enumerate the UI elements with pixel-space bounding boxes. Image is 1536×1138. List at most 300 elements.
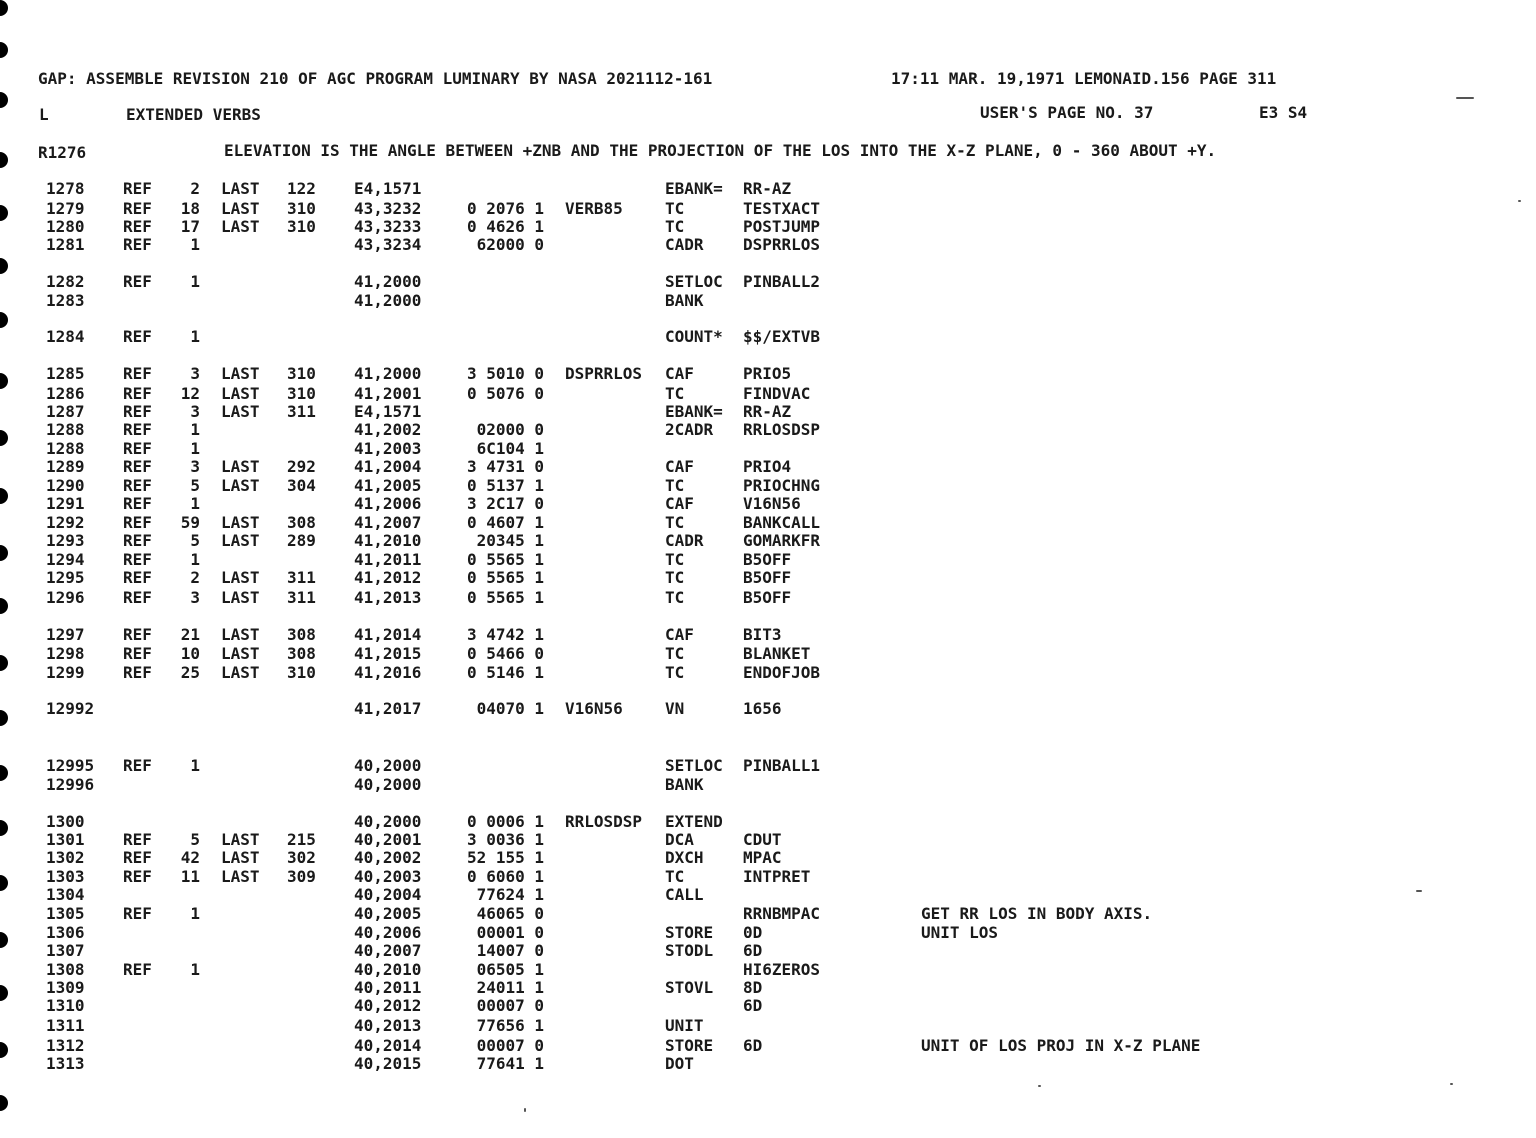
opcode: DOT bbox=[665, 1054, 694, 1073]
object-code: 3 2C17 0 bbox=[466, 494, 544, 513]
speck bbox=[1518, 200, 1521, 202]
last-marker: LAST bbox=[221, 513, 260, 532]
ref-count: 1 bbox=[190, 420, 200, 439]
operand: 6D bbox=[743, 1036, 763, 1055]
ref-count: 1 bbox=[190, 904, 200, 923]
object-code: 3 0036 1 bbox=[466, 830, 544, 849]
operand: PRIO5 bbox=[743, 364, 792, 383]
speck bbox=[1416, 890, 1422, 892]
opcode: CAF bbox=[665, 457, 694, 476]
object-code: 3 4742 1 bbox=[466, 625, 544, 644]
ref-marker: REF bbox=[123, 457, 152, 476]
last-page: 122 bbox=[287, 179, 316, 198]
ref-count: 3 bbox=[190, 457, 200, 476]
comment: UNIT LOS bbox=[921, 923, 999, 942]
address: 41,2000 bbox=[354, 364, 422, 383]
opcode: DCA bbox=[665, 830, 694, 849]
line-number: 1300 bbox=[46, 812, 85, 831]
line-number: 1312 bbox=[46, 1036, 85, 1055]
line-number: 1284 bbox=[46, 327, 85, 346]
address: 40,2013 bbox=[354, 1016, 422, 1035]
line-number: 1307 bbox=[46, 941, 85, 960]
address: E4,1571 bbox=[354, 179, 422, 198]
ref-count: 17 bbox=[180, 217, 200, 236]
ref-count: 2 bbox=[190, 568, 200, 587]
opcode: DXCH bbox=[665, 848, 704, 867]
address: 40,2001 bbox=[354, 830, 422, 849]
feed-hole bbox=[0, 488, 8, 504]
object-code: 3 5010 0 bbox=[466, 364, 544, 383]
opcode: STORE bbox=[665, 923, 714, 942]
opcode: CAF bbox=[665, 625, 694, 644]
opcode: TC bbox=[665, 513, 685, 532]
ref-count: 5 bbox=[190, 531, 200, 550]
feed-hole bbox=[0, 545, 8, 561]
ref-marker: REF bbox=[123, 384, 152, 403]
opcode: EXTEND bbox=[665, 812, 723, 831]
object-code: 3 4731 0 bbox=[466, 457, 544, 476]
operand: 8D bbox=[743, 978, 763, 997]
feed-hole bbox=[0, 430, 8, 446]
operand: RR-AZ bbox=[743, 402, 792, 421]
object-code: 06505 1 bbox=[476, 960, 544, 979]
section-code: L bbox=[39, 105, 49, 124]
section-title: EXTENDED VERBS bbox=[126, 105, 261, 124]
line-number: 1278 bbox=[46, 179, 85, 198]
opcode: TC bbox=[665, 384, 685, 403]
operand: B5OFF bbox=[743, 550, 792, 569]
ref-marker: REF bbox=[123, 531, 152, 550]
ref-marker: REF bbox=[123, 217, 152, 236]
address: 40,2004 bbox=[354, 885, 422, 904]
opcode: UNIT bbox=[665, 1016, 704, 1035]
last-marker: LAST bbox=[221, 663, 260, 682]
operand: PRIO4 bbox=[743, 457, 792, 476]
ref-marker: REF bbox=[123, 756, 152, 775]
operand: HI6ZEROS bbox=[743, 960, 821, 979]
feed-hole bbox=[0, 820, 8, 836]
opcode: STOVL bbox=[665, 978, 714, 997]
address: 40,2000 bbox=[354, 775, 422, 794]
last-marker: LAST bbox=[221, 179, 260, 198]
line-number: 1302 bbox=[46, 848, 85, 867]
feed-hole bbox=[0, 932, 8, 948]
object-code: 77641 1 bbox=[476, 1054, 544, 1073]
address: 41,2006 bbox=[354, 494, 422, 513]
operand: V16N56 bbox=[743, 494, 801, 513]
ref-marker: REF bbox=[123, 513, 152, 532]
last-page: 308 bbox=[287, 644, 316, 663]
opcode: TC bbox=[665, 588, 685, 607]
ref-marker: REF bbox=[123, 179, 152, 198]
line-number: 1280 bbox=[46, 217, 85, 236]
ref-marker: REF bbox=[123, 494, 152, 513]
object-code: 0 0006 1 bbox=[466, 812, 544, 831]
ref-marker: REF bbox=[123, 235, 152, 254]
opcode: SETLOC bbox=[665, 272, 723, 291]
feed-hole bbox=[0, 1095, 8, 1111]
address: 43,3233 bbox=[354, 217, 422, 236]
opcode: COUNT* bbox=[665, 327, 723, 346]
object-code: 00007 0 bbox=[476, 1036, 544, 1055]
line-number: 12992 bbox=[46, 699, 95, 718]
ref-marker: REF bbox=[123, 830, 152, 849]
object-code: 46065 0 bbox=[476, 904, 544, 923]
address: 41,2005 bbox=[354, 476, 422, 495]
address: 40,2003 bbox=[354, 867, 422, 886]
feed-hole bbox=[0, 312, 8, 328]
last-marker: LAST bbox=[221, 588, 260, 607]
ref-marker: REF bbox=[123, 439, 152, 458]
line-number: 12996 bbox=[46, 775, 95, 794]
operand: PRIOCHNG bbox=[743, 476, 821, 495]
last-page: 311 bbox=[287, 588, 316, 607]
line-number: 1311 bbox=[46, 1016, 85, 1035]
address: 41,2013 bbox=[354, 588, 422, 607]
object-code: 20345 1 bbox=[476, 531, 544, 550]
last-page: 215 bbox=[287, 830, 316, 849]
opcode: TC bbox=[665, 476, 685, 495]
line-number: 12995 bbox=[46, 756, 95, 775]
line-number: 1299 bbox=[46, 663, 85, 682]
address: 41,2010 bbox=[354, 531, 422, 550]
remark-text: ELEVATION IS THE ANGLE BETWEEN +ZNB AND THE PROJECTION OF THE LOS INTO THE X-Z PLANE, 0 - 360 ABOUT +Y. bbox=[224, 141, 1217, 160]
opcode: VN bbox=[665, 699, 685, 718]
feed-hole bbox=[0, 875, 8, 891]
ref-marker: REF bbox=[123, 327, 152, 346]
opcode: TC bbox=[665, 663, 685, 682]
object-code: 0 2076 1 bbox=[466, 199, 544, 218]
opcode: CADR bbox=[665, 235, 704, 254]
operand: $$/EXTVB bbox=[743, 327, 821, 346]
ref-count: 21 bbox=[180, 625, 200, 644]
last-marker: LAST bbox=[221, 384, 260, 403]
line-number: 1288 bbox=[46, 439, 85, 458]
line-number: 1309 bbox=[46, 978, 85, 997]
feed-hole bbox=[0, 42, 8, 58]
last-marker: LAST bbox=[221, 402, 260, 421]
address: 41,2012 bbox=[354, 568, 422, 587]
opcode: STORE bbox=[665, 1036, 714, 1055]
address: 43,3232 bbox=[354, 199, 422, 218]
opcode: BANK bbox=[665, 291, 704, 310]
object-code: 0 5466 0 bbox=[466, 644, 544, 663]
operand: RRNBMPAC bbox=[743, 904, 821, 923]
address: 41,2003 bbox=[354, 439, 422, 458]
opcode: BANK bbox=[665, 775, 704, 794]
last-page: 310 bbox=[287, 199, 316, 218]
address: 40,2014 bbox=[354, 1036, 422, 1055]
header-timestamp: 17:11 MAR. 19,1971 LEMONAID.156 PAGE 311 bbox=[891, 69, 1277, 88]
line-number: 1282 bbox=[46, 272, 85, 291]
operand: RR-AZ bbox=[743, 179, 792, 198]
line-number: 1303 bbox=[46, 867, 85, 886]
feed-hole bbox=[0, 1042, 8, 1058]
line-number: 1301 bbox=[46, 830, 85, 849]
ref-count: 42 bbox=[180, 848, 200, 867]
line-number: 1279 bbox=[46, 199, 85, 218]
ref-count: 1 bbox=[190, 439, 200, 458]
feed-hole bbox=[0, 765, 8, 781]
opcode: CAF bbox=[665, 494, 694, 513]
ref-count: 1 bbox=[190, 494, 200, 513]
ref-marker: REF bbox=[123, 663, 152, 682]
opcode: TC bbox=[665, 199, 685, 218]
address: 40,2002 bbox=[354, 848, 422, 867]
feed-hole bbox=[0, 373, 8, 389]
ref-count: 3 bbox=[190, 364, 200, 383]
object-code: 02000 0 bbox=[476, 420, 544, 439]
feed-hole bbox=[0, 205, 8, 221]
last-page: 289 bbox=[287, 531, 316, 550]
ref-count: 1 bbox=[190, 960, 200, 979]
ref-marker: REF bbox=[123, 960, 152, 979]
line-number: 1313 bbox=[46, 1054, 85, 1073]
object-code: 0 5565 1 bbox=[466, 588, 544, 607]
line-number: 1289 bbox=[46, 457, 85, 476]
object-code: 0 5076 0 bbox=[466, 384, 544, 403]
line-number: 1290 bbox=[46, 476, 85, 495]
object-code: 04070 1 bbox=[476, 699, 544, 718]
ref-count: 12 bbox=[180, 384, 200, 403]
operand: ENDOFJOB bbox=[743, 663, 821, 682]
address: 40,2012 bbox=[354, 996, 422, 1015]
address: 41,2002 bbox=[354, 420, 422, 439]
operand: BIT3 bbox=[743, 625, 782, 644]
speck bbox=[1456, 97, 1474, 99]
last-page: 310 bbox=[287, 384, 316, 403]
last-page: 304 bbox=[287, 476, 316, 495]
last-page: 311 bbox=[287, 402, 316, 421]
last-marker: LAST bbox=[221, 867, 260, 886]
operand: 6D bbox=[743, 941, 763, 960]
tape-reference: E3 S4 bbox=[1259, 103, 1308, 122]
address: E4,1571 bbox=[354, 402, 422, 421]
line-number: 1291 bbox=[46, 494, 85, 513]
opcode: TC bbox=[665, 568, 685, 587]
opcode: TC bbox=[665, 644, 685, 663]
object-code: 24011 1 bbox=[476, 978, 544, 997]
speck bbox=[524, 1108, 526, 1112]
operand: FINDVAC bbox=[743, 384, 811, 403]
address: 40,2005 bbox=[354, 904, 422, 923]
ref-count: 1 bbox=[190, 272, 200, 291]
operand: PINBALL1 bbox=[743, 756, 821, 775]
ref-marker: REF bbox=[123, 867, 152, 886]
ref-count: 25 bbox=[180, 663, 200, 682]
operand: BLANKET bbox=[743, 644, 811, 663]
line-number: 1286 bbox=[46, 384, 85, 403]
line-number: 1306 bbox=[46, 923, 85, 942]
operand: BANKCALL bbox=[743, 513, 821, 532]
object-code: 62000 0 bbox=[476, 235, 544, 254]
ref-count: 1 bbox=[190, 235, 200, 254]
ref-count: 18 bbox=[180, 199, 200, 218]
last-page: 311 bbox=[287, 568, 316, 587]
last-marker: LAST bbox=[221, 364, 260, 383]
operand: RRLOSDSP bbox=[743, 420, 821, 439]
object-code: 0 5565 1 bbox=[466, 568, 544, 587]
address: 40,2010 bbox=[354, 960, 422, 979]
header-title: GAP: ASSEMBLE REVISION 210 OF AGC PROGRAM LUMINARY BY NASA 2021112-161 bbox=[38, 69, 713, 88]
line-number: 1296 bbox=[46, 588, 85, 607]
address: 41,2000 bbox=[354, 272, 422, 291]
opcode: TC bbox=[665, 217, 685, 236]
object-code: 0 5146 1 bbox=[466, 663, 544, 682]
object-code: 0 4626 1 bbox=[466, 217, 544, 236]
address: 41,2015 bbox=[354, 644, 422, 663]
ref-count: 5 bbox=[190, 476, 200, 495]
feed-hole bbox=[0, 985, 8, 1001]
operand: MPAC bbox=[743, 848, 782, 867]
address: 41,2007 bbox=[354, 513, 422, 532]
last-page: 309 bbox=[287, 867, 316, 886]
ref-marker: REF bbox=[123, 364, 152, 383]
opcode: STODL bbox=[665, 941, 714, 960]
last-marker: LAST bbox=[221, 476, 260, 495]
ref-marker: REF bbox=[123, 550, 152, 569]
last-page: 308 bbox=[287, 513, 316, 532]
ref-marker: REF bbox=[123, 848, 152, 867]
feed-hole bbox=[0, 152, 8, 168]
line-number: 1308 bbox=[46, 960, 85, 979]
object-code: 0 6060 1 bbox=[466, 867, 544, 886]
operand: 1656 bbox=[743, 699, 782, 718]
operand: 6D bbox=[743, 996, 763, 1015]
object-code: 00001 0 bbox=[476, 923, 544, 942]
address: 41,2011 bbox=[354, 550, 422, 569]
opcode: CADR bbox=[665, 531, 704, 550]
last-marker: LAST bbox=[221, 848, 260, 867]
object-code: 0 5565 1 bbox=[466, 550, 544, 569]
address: 40,2015 bbox=[354, 1054, 422, 1073]
address: 41,2017 bbox=[354, 699, 422, 718]
feed-hole bbox=[0, 598, 8, 614]
symbol-label: DSPRRLOS bbox=[565, 364, 643, 383]
object-code: 14007 0 bbox=[476, 941, 544, 960]
opcode: CALL bbox=[665, 885, 704, 904]
ref-marker: REF bbox=[123, 588, 152, 607]
address: 41,2001 bbox=[354, 384, 422, 403]
address: 40,2006 bbox=[354, 923, 422, 942]
line-number: 1305 bbox=[46, 904, 85, 923]
operand: INTPRET bbox=[743, 867, 811, 886]
address: 41,2016 bbox=[354, 663, 422, 682]
operand: B5OFF bbox=[743, 568, 792, 587]
object-code: 00007 0 bbox=[476, 996, 544, 1015]
address: 41,2004 bbox=[354, 457, 422, 476]
line-number: 1281 bbox=[46, 235, 85, 254]
last-page: 310 bbox=[287, 364, 316, 383]
ref-marker: REF bbox=[123, 625, 152, 644]
opcode: TC bbox=[665, 550, 685, 569]
last-marker: LAST bbox=[221, 568, 260, 587]
object-code: 77656 1 bbox=[476, 1016, 544, 1035]
feed-hole bbox=[0, 0, 8, 16]
last-page: 310 bbox=[287, 663, 316, 682]
ref-count: 5 bbox=[190, 830, 200, 849]
operand: B5OFF bbox=[743, 588, 792, 607]
ref-marker: REF bbox=[123, 904, 152, 923]
ref-count: 1 bbox=[190, 327, 200, 346]
comment: GET RR LOS IN BODY AXIS. bbox=[921, 904, 1153, 923]
line-number: 1304 bbox=[46, 885, 85, 904]
last-marker: LAST bbox=[221, 457, 260, 476]
opcode: CAF bbox=[665, 364, 694, 383]
last-page: 308 bbox=[287, 625, 316, 644]
line-number: 1288 bbox=[46, 420, 85, 439]
address: 43,3234 bbox=[354, 235, 422, 254]
last-page: 310 bbox=[287, 217, 316, 236]
ref-marker: REF bbox=[123, 476, 152, 495]
ref-count: 10 bbox=[180, 644, 200, 663]
address: 40,2000 bbox=[354, 812, 422, 831]
last-marker: LAST bbox=[221, 830, 260, 849]
symbol-label: V16N56 bbox=[565, 699, 623, 718]
address: 40,2007 bbox=[354, 941, 422, 960]
operand: 0D bbox=[743, 923, 763, 942]
ref-count: 1 bbox=[190, 756, 200, 775]
line-number: 1293 bbox=[46, 531, 85, 550]
ref-count: 2 bbox=[190, 179, 200, 198]
last-marker: LAST bbox=[221, 199, 260, 218]
operand: PINBALL2 bbox=[743, 272, 821, 291]
ref-marker: REF bbox=[123, 272, 152, 291]
symbol-label: VERB85 bbox=[565, 199, 623, 218]
address: 41,2000 bbox=[354, 291, 422, 310]
line-number: 1287 bbox=[46, 402, 85, 421]
opcode: TC bbox=[665, 867, 685, 886]
operand: GOMARKFR bbox=[743, 531, 821, 550]
last-marker: LAST bbox=[221, 644, 260, 663]
ref-marker: REF bbox=[123, 644, 152, 663]
object-code: 52 155 1 bbox=[466, 848, 544, 867]
speck bbox=[1450, 1083, 1453, 1085]
line-number: 1283 bbox=[46, 291, 85, 310]
opcode: SETLOC bbox=[665, 756, 723, 775]
object-code: 6C104 1 bbox=[476, 439, 544, 458]
address: 40,2011 bbox=[354, 978, 422, 997]
feed-hole bbox=[0, 258, 8, 274]
operand: TESTXACT bbox=[743, 199, 821, 218]
feed-hole bbox=[0, 655, 8, 671]
opcode: 2CADR bbox=[665, 420, 714, 439]
address: 41,2014 bbox=[354, 625, 422, 644]
ref-count: 3 bbox=[190, 588, 200, 607]
remark-id: R1276 bbox=[38, 143, 87, 162]
last-page: 292 bbox=[287, 457, 316, 476]
users-page-number: USER'S PAGE NO. 37 bbox=[980, 103, 1154, 122]
address: 40,2000 bbox=[354, 756, 422, 775]
ref-marker: REF bbox=[123, 199, 152, 218]
last-marker: LAST bbox=[221, 531, 260, 550]
feed-hole bbox=[0, 92, 8, 108]
last-marker: LAST bbox=[221, 625, 260, 644]
line-number: 1294 bbox=[46, 550, 85, 569]
comment: UNIT OF LOS PROJ IN X-Z PLANE bbox=[921, 1036, 1201, 1055]
ref-marker: REF bbox=[123, 420, 152, 439]
operand: CDUT bbox=[743, 830, 782, 849]
line-number: 1297 bbox=[46, 625, 85, 644]
line-number: 1298 bbox=[46, 644, 85, 663]
ref-marker: REF bbox=[123, 402, 152, 421]
object-code: 0 5137 1 bbox=[466, 476, 544, 495]
line-number: 1285 bbox=[46, 364, 85, 383]
object-code: 77624 1 bbox=[476, 885, 544, 904]
operand: POSTJUMP bbox=[743, 217, 821, 236]
line-number: 1295 bbox=[46, 568, 85, 587]
opcode: EBANK= bbox=[665, 179, 723, 198]
